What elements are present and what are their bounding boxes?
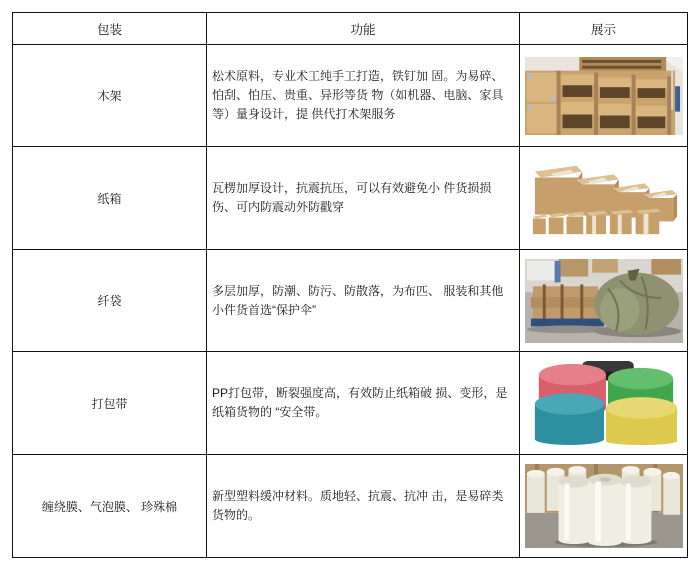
stretch-film-rolls-photo	[525, 464, 683, 548]
packaging-table	[12, 12, 688, 558]
function-text: PP打包带，断裂强度高，有效防止纸箱破 损、变形，是纸箱货物的 “安全带。	[212, 386, 508, 419]
strapping-rolls-photo	[525, 361, 683, 445]
table-row-4-function	[207, 352, 520, 455]
header-cell-display	[520, 13, 687, 45]
table-row-2-function	[207, 147, 520, 250]
function-text: 新型塑料缓冲材料。质地轻、抗震、抗冲 击，是易碎类货物的。	[212, 489, 504, 522]
header-label-function: 功能	[350, 22, 376, 37]
header-cell-function	[207, 13, 520, 45]
table-row-1-function	[207, 45, 520, 147]
header-label-display: 展示	[590, 22, 616, 37]
table-row-1-photo-cell	[520, 45, 687, 147]
table-row-4-photo-cell	[520, 352, 687, 455]
table-row-3-function	[207, 250, 520, 352]
function-text: 松术原料，专业术工纯手工打造，铁钉加 固。为易碎、怕刮、怕压、贵重、异形等货 物（如机器、电脑、家具等）量身设计，提 供代打术架服务	[212, 69, 504, 121]
cardboard-boxes-photo	[525, 156, 683, 240]
header-cell-packaging	[13, 13, 207, 45]
function-text: 多层加厚，防潮、防污、防散落，为布匹、 服装和其他小件货首选“保护伞”	[212, 283, 504, 317]
table-row-3-packaging: 纤袋	[13, 250, 207, 352]
table-row-2-packaging: 纸箱	[13, 147, 207, 250]
table-row-1-packaging: 木架	[13, 45, 207, 147]
function-text: 瓦楞加厚设计，抗震抗压，可以有效避免小 件货损损伤、可内防震动外防戳穿	[212, 181, 492, 214]
woven-bag-photo	[525, 259, 683, 343]
header-label-packaging: 包装	[96, 22, 122, 37]
table-row-2-photo-cell	[520, 147, 687, 250]
table-row-5-photo-cell	[520, 455, 687, 557]
table-row-5-function	[207, 455, 520, 557]
wooden-crates-photo	[525, 57, 683, 135]
table-row-3-photo-cell	[520, 250, 687, 352]
table-row-4-packaging: 打包带	[13, 352, 207, 455]
table-row-5-packaging: 缠绕膜、气泡膜、 珍殊棉	[13, 455, 207, 557]
